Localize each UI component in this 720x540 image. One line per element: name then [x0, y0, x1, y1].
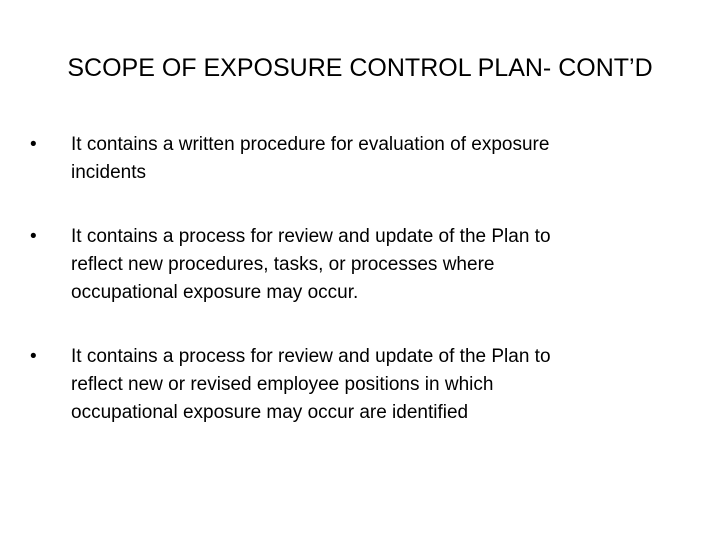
- bullet-text-line: occupational exposure may occur.: [71, 282, 359, 303]
- bullet-text-line: reflect new procedures, tasks, or processes where: [71, 254, 495, 275]
- bullet-item: [30, 343, 670, 427]
- bullet-item: [30, 131, 670, 187]
- bullet-list: [30, 131, 670, 427]
- bullet-icon: •: [30, 346, 37, 367]
- bullet-icon: •: [30, 134, 37, 155]
- bullet-icon: •: [30, 226, 37, 247]
- bullet-text-line: reflect new or revised employee positions in which: [71, 374, 494, 395]
- bullet-text-line: occupational exposure may occur are identified: [71, 402, 469, 423]
- bullet-text-line: It contains a process for review and update of the Plan to: [71, 346, 551, 367]
- bullet-text-line: It contains a written procedure for evaluation of exposure: [71, 134, 550, 155]
- bullet-item: [30, 223, 670, 307]
- bullet-text-line: It contains a process for review and update of the Plan to: [71, 226, 551, 247]
- bullet-text-line: incidents: [71, 162, 146, 183]
- slide-title: SCOPE OF EXPOSURE CONTROL PLAN- CONT’D: [67, 54, 653, 82]
